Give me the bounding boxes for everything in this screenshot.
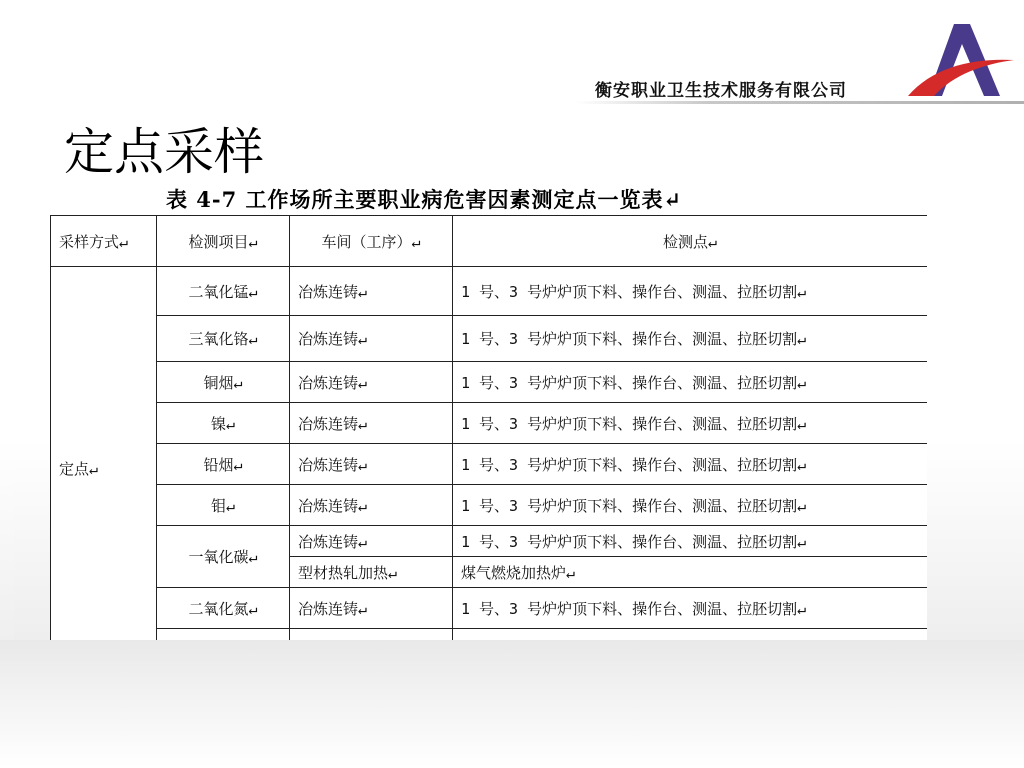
item-cell: 铅烟↵	[157, 444, 290, 485]
point-cell: 1 号、3 号炉炉顶下料、操作台、测温、拉胚切割↵	[453, 526, 928, 557]
table-row	[51, 403, 928, 444]
workshop-cell: 型材热轧加热↵	[290, 557, 453, 588]
workshop-cell: 冶炼连铸↵	[290, 403, 453, 444]
workshop-cell: 冶炼连铸↵	[290, 362, 453, 403]
header-cell: 车间（工序）↵	[290, 216, 453, 267]
company-name: 衡安职业卫生技术服务有限公司	[595, 81, 847, 101]
table-container	[50, 215, 927, 640]
item-cell: 铜烟↵	[157, 362, 290, 403]
workshop-cell: 冶炼连铸↵	[290, 316, 453, 362]
table-row	[51, 485, 928, 526]
table-row	[51, 362, 928, 403]
workshop-cell: 冶炼连铸↵	[290, 588, 453, 629]
table-row	[51, 267, 928, 316]
table-header-row	[51, 216, 928, 267]
sampling-points-table	[50, 215, 927, 640]
table-row	[51, 629, 928, 641]
background-fade	[0, 640, 1024, 768]
item-cell: 镍↵	[157, 403, 290, 444]
item-cell: 二氧化锰↵	[157, 267, 290, 316]
point-cell: 1 号、3 号炉炉顶下料、操作台、测温、拉胚切割↵	[453, 267, 928, 316]
workshop-cell: 冶炼连铸↵	[290, 526, 453, 557]
item-cell: 一氧化碳↵	[157, 526, 290, 588]
workshop-cell	[290, 629, 453, 641]
table-row	[51, 588, 928, 629]
method-cell: 定点↵	[51, 267, 157, 641]
item-cell: 三氧化铬↵	[157, 316, 290, 362]
point-cell: 1 号、3 号炉炉顶下料、操作台、测温、拉胚切割↵	[453, 485, 928, 526]
header-cell: 检测项目↵	[157, 216, 290, 267]
header-cell: 采样方式↵	[51, 216, 157, 267]
point-cell: 1 号、3 号炉炉顶下料、操作台、测温、拉胚切割↵	[453, 403, 928, 444]
workshop-cell: 冶炼连铸↵	[290, 444, 453, 485]
letter-a-swoosh-logo-icon	[904, 18, 1016, 100]
table-row	[51, 526, 928, 557]
item-cell	[157, 629, 290, 641]
point-cell: 1 号、3 号炉炉顶下料、操作台、测温、拉胚切割↵	[453, 588, 928, 629]
workshop-cell: 冶炼连铸↵	[290, 485, 453, 526]
item-cell: 二氧化氮↵	[157, 588, 290, 629]
point-cell: 1 号、3 号炉炉顶下料、操作台、测温、拉胚切割↵	[453, 444, 928, 485]
slide-title: 定点采样	[64, 123, 264, 181]
header-cell: 检测点↵	[453, 216, 928, 267]
point-cell: 1 号、3 号炉炉顶下料、操作台、测温、拉胚切割↵	[453, 316, 928, 362]
item-cell: 钼↵	[157, 485, 290, 526]
point-cell: 1 号、3 号炉炉顶下料、操作台、测温、拉胚切割↵	[453, 362, 928, 403]
point-cell: 煤气燃烧加热炉↵	[453, 557, 928, 588]
background-band	[0, 440, 14, 640]
workshop-cell: 冶炼连铸↵	[290, 267, 453, 316]
point-cell	[453, 629, 928, 641]
table-row	[51, 444, 928, 485]
header-divider	[575, 101, 1024, 104]
table-row	[51, 316, 928, 362]
table-caption: 表 4-7 工作场所主要职业病危害因素测定点一览表↵	[166, 187, 683, 212]
